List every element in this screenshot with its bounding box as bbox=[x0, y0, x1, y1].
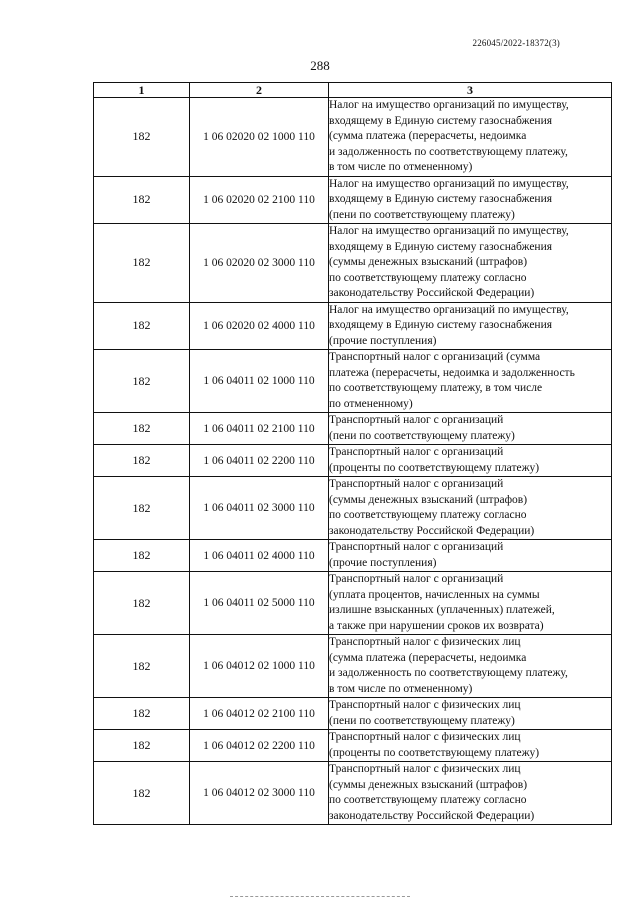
budget-code-cell: 1 06 04011 02 2200 110 bbox=[190, 445, 329, 477]
income-name-cell: Налог на имущество организаций по имуществу, входящему в Единую систему газоснабжения (прочие поступления) bbox=[329, 302, 612, 350]
table-row bbox=[94, 730, 612, 762]
admin-code-cell: 182 bbox=[94, 413, 190, 445]
table-row bbox=[94, 572, 612, 635]
table-row bbox=[94, 762, 612, 825]
admin-code-cell: 182 bbox=[94, 698, 190, 730]
budget-code-cell: 1 06 04011 02 2100 110 bbox=[190, 413, 329, 445]
budget-code-cell: 1 06 02020 02 2100 110 bbox=[190, 176, 329, 224]
budget-code-cell: 1 06 04012 02 2100 110 bbox=[190, 698, 329, 730]
table-row bbox=[94, 477, 612, 540]
table-row bbox=[94, 176, 612, 224]
income-name-cell: Транспортный налог с организаций (прочие поступления) bbox=[329, 540, 612, 572]
admin-code-cell: 182 bbox=[94, 730, 190, 762]
income-name-cell: Налог на имущество организаций по имуществу, входящему в Единую систему газоснабжения (суммы денежных взысканий (штрафов) по соответствующему платежу согласно законодательству Российской Федерации) bbox=[329, 224, 612, 303]
admin-code-cell: 182 bbox=[94, 350, 190, 413]
income-name-cell: Транспортный налог с организаций (пени по соответствующему платежу) bbox=[329, 413, 612, 445]
table-row bbox=[94, 635, 612, 698]
income-name-cell: Транспортный налог с физических лиц (сумма платежа (перерасчеты, недоимка и задолженность по соответствующему платежу, в том числе по отмененному) bbox=[329, 635, 612, 698]
table-header-row bbox=[94, 83, 612, 98]
budget-code-cell: 1 06 04011 02 3000 110 bbox=[190, 477, 329, 540]
income-name-cell: Транспортный налог с организаций (уплата процентов, начисленных на суммы излишне взысканных (уплаченных) платежей, а также при нарушении сроков их возврата) bbox=[329, 572, 612, 635]
budget-code-cell: 1 06 02020 02 4000 110 bbox=[190, 302, 329, 350]
budget-code-cell: 1 06 04011 02 4000 110 bbox=[190, 540, 329, 572]
income-name-cell: Транспортный налог с организаций (проценты по соответствующему платежу) bbox=[329, 445, 612, 477]
table-row bbox=[94, 540, 612, 572]
table-row bbox=[94, 224, 612, 303]
admin-code-cell: 182 bbox=[94, 572, 190, 635]
income-name-cell: Транспортный налог с физических лиц (пени по соответствующему платежу) bbox=[329, 698, 612, 730]
budget-code-cell: 1 06 04011 02 5000 110 bbox=[190, 572, 329, 635]
table-row bbox=[94, 350, 612, 413]
income-name-cell: Транспортный налог с физических лиц (суммы денежных взысканий (штрафов) по соответствующему платежу согласно законодательству Российской Федерации) bbox=[329, 762, 612, 825]
admin-code-cell: 182 bbox=[94, 762, 190, 825]
document-number: 226045/2022-18372(3) bbox=[472, 38, 560, 48]
admin-code-cell: 182 bbox=[94, 477, 190, 540]
table-row bbox=[94, 98, 612, 177]
admin-code-cell: 182 bbox=[94, 224, 190, 303]
scan-artifact bbox=[230, 896, 410, 900]
income-name-cell: Транспортный налог с организаций (сумма платежа (перерасчеты, недоимка и задолженность по соответствующему платежу, в том числе по отмененному) bbox=[329, 350, 612, 413]
column-header-1: 1 bbox=[94, 83, 190, 98]
table-body bbox=[94, 98, 612, 825]
income-name-cell: Транспортный налог с организаций (суммы денежных взысканий (штрафов) по соответствующему платежу согласно законодательству Российской Федерации) bbox=[329, 477, 612, 540]
admin-code-cell: 182 bbox=[94, 445, 190, 477]
budget-code-cell: 1 06 04012 02 3000 110 bbox=[190, 762, 329, 825]
income-name-cell: Транспортный налог с физических лиц (проценты по соответствующему платежу) bbox=[329, 730, 612, 762]
budget-code-cell: 1 06 04011 02 1000 110 bbox=[190, 350, 329, 413]
table-row bbox=[94, 698, 612, 730]
admin-code-cell: 182 bbox=[94, 98, 190, 177]
income-name-cell: Налог на имущество организаций по имуществу, входящему в Единую систему газоснабжения (сумма платежа (перерасчеты, недоимка и задолженность по соответствующему платежу, в том числе по отмененному) bbox=[329, 98, 612, 177]
budget-code-cell: 1 06 02020 02 1000 110 bbox=[190, 98, 329, 177]
table-row bbox=[94, 302, 612, 350]
budget-code-cell: 1 06 04012 02 1000 110 bbox=[190, 635, 329, 698]
admin-code-cell: 182 bbox=[94, 540, 190, 572]
page-number: 288 bbox=[310, 58, 330, 73]
admin-code-cell: 182 bbox=[94, 302, 190, 350]
admin-code-cell: 182 bbox=[94, 176, 190, 224]
admin-code-cell: 182 bbox=[94, 635, 190, 698]
budget-code-cell: 1 06 02020 02 3000 110 bbox=[190, 224, 329, 303]
table-row bbox=[94, 445, 612, 477]
table-row bbox=[94, 413, 612, 445]
budget-codes-table bbox=[93, 82, 612, 825]
column-header-3: 3 bbox=[329, 83, 612, 98]
column-header-2: 2 bbox=[190, 83, 329, 98]
income-name-cell: Налог на имущество организаций по имуществу, входящему в Единую систему газоснабжения (пени по соответствующему платежу) bbox=[329, 176, 612, 224]
budget-code-cell: 1 06 04012 02 2200 110 bbox=[190, 730, 329, 762]
